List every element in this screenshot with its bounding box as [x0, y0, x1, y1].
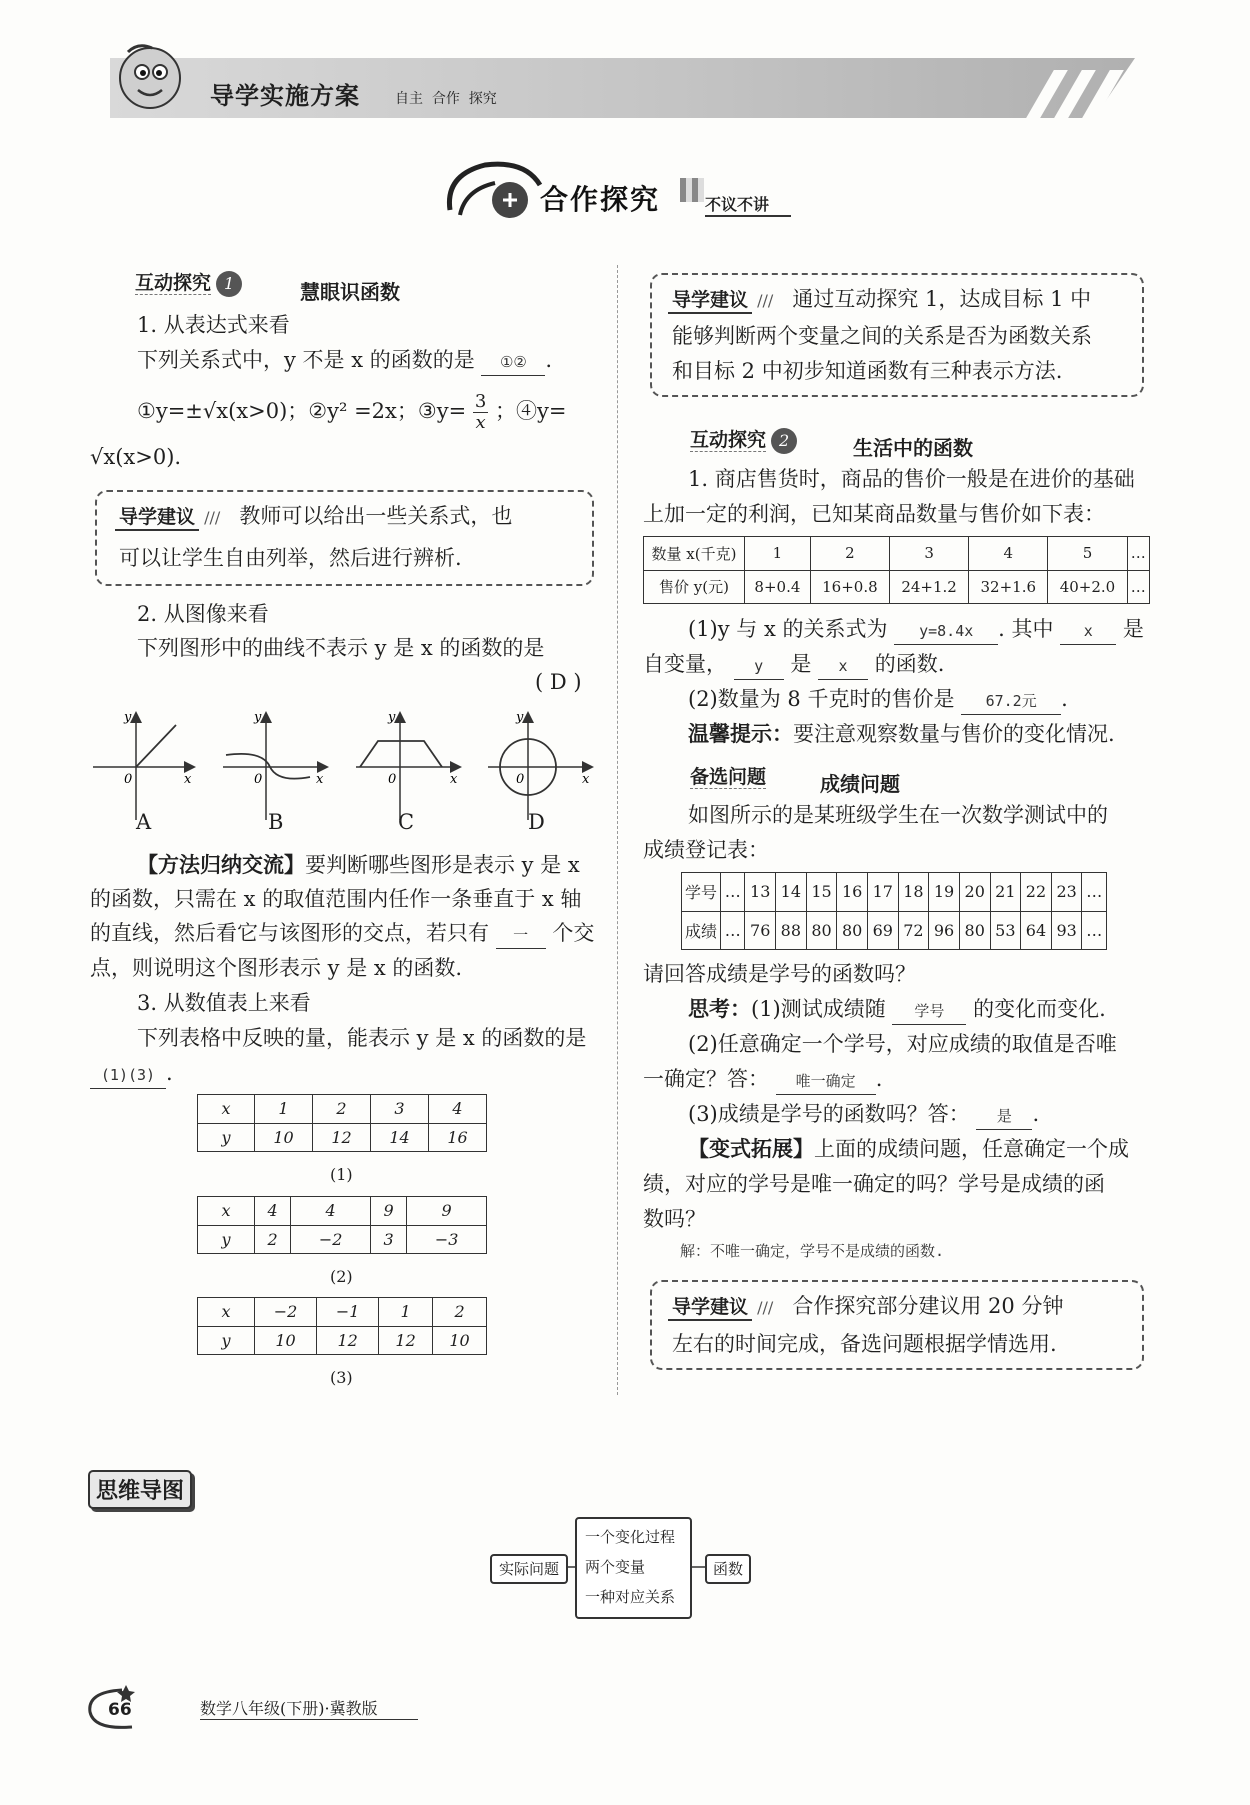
score-table [681, 872, 1107, 950]
fraction-numerator: 3 [474, 391, 487, 412]
r-q1-p2: . [1061, 687, 1068, 711]
table-cell: 14 [776, 873, 807, 912]
svg-text:x: x [450, 772, 458, 787]
banner-title: 合作探究 [540, 183, 661, 216]
q3-table-3 [197, 1297, 487, 1355]
method-text: 的直线，然后看它与该图形的交点，若只有 [90, 921, 489, 945]
table-cell: 93 [1051, 911, 1082, 950]
table-cell: 13 [745, 873, 776, 912]
think-label: 思考： [688, 997, 751, 1021]
svg-text:0: 0 [124, 772, 133, 787]
mindmap-title: 思维导图 [88, 1470, 192, 1509]
header-subtitle: 自主 合作 探究 [395, 91, 497, 107]
table-cell: 76 [745, 911, 776, 950]
q2-stem: 下列图形中的曲线不表示 y 是 x 的函数的是 [137, 636, 545, 660]
think-text: 一确定？答： [643, 1067, 769, 1091]
tip-text: 通过互动探究 1，达成目标 1 中 [792, 287, 1092, 311]
hint-label: 温馨提示： [688, 722, 793, 746]
r-q1-answer: y=8.4x [894, 618, 998, 645]
column-divider [617, 265, 618, 1395]
table-cell: 16 [837, 873, 868, 912]
table-cell: 4 [429, 1095, 487, 1124]
table-cell: 3 [890, 537, 969, 571]
tip-text: 教师可以给出一些关系式，也 [239, 504, 513, 528]
mindmap-item: 两个变量 [585, 1558, 646, 1576]
table-cell: 19 [929, 873, 960, 912]
method-text: 要判断哪些图形是表示 y 是 x [305, 853, 580, 877]
table-cell: 4 [255, 1197, 291, 1226]
graph-d [488, 710, 590, 820]
table-cell: 14 [371, 1123, 429, 1152]
section-badge-1 [135, 268, 242, 297]
tip-text: 可以让学生自由列举，然后进行辨析. [119, 546, 462, 570]
r-alt-text: 成绩登记表： [643, 838, 769, 862]
table-cell: 53 [990, 911, 1021, 950]
section-number: 1 [216, 271, 242, 297]
table-row [198, 1298, 487, 1327]
hint-text: 要注意观察数量与售价的变化情况. [793, 722, 1115, 746]
table-cell: … [1082, 911, 1107, 950]
section-title-1: 慧眼识函数 [300, 280, 400, 304]
banner-tag: 不议不讲 [705, 192, 791, 217]
table-cell: y [198, 1123, 255, 1152]
graph-label-b: B [268, 810, 284, 834]
svg-text:x: x [316, 772, 324, 787]
r-q1-text: 上加一定的利润，已知某商品数量与售价如下表： [643, 502, 1105, 526]
graph-c [356, 710, 458, 820]
ext-label: 【变式拓展】 [688, 1137, 814, 1161]
table-cell: 3 [371, 1095, 429, 1124]
method-text: 点，则说明这个图形表示 y 是 x 的函数. [90, 956, 463, 980]
table-cell: 96 [929, 911, 960, 950]
table-cell: x [198, 1298, 255, 1327]
svg-text:y: y [388, 710, 396, 725]
table-cell: … [721, 911, 745, 950]
think-text: 的变化而变化. [973, 997, 1106, 1021]
section-badge-3 [690, 762, 766, 789]
tip-box-1: 导学建议 /// 教师可以给出一些关系式，也 可以让学生自由列举，然后进行辨析. [95, 490, 594, 586]
method-blank: 一 [496, 922, 546, 949]
table-cell: −2 [291, 1225, 371, 1254]
table-row [644, 537, 1150, 571]
table-cell: y [198, 1326, 255, 1355]
mindmap-middle-node [575, 1517, 692, 1619]
r-q1-p1: 的函数. [874, 652, 945, 676]
section-badge-label: 互动探究 [690, 429, 767, 451]
table-cell: 72 [898, 911, 929, 950]
think-answer: 学号 [892, 998, 966, 1025]
tip-label: 导学建议 [668, 1292, 752, 1321]
table-cell: 16 [429, 1123, 487, 1152]
table-cell: 1 [379, 1298, 433, 1327]
q3-heading: 3. 从数值表上来看 [137, 991, 311, 1015]
r-q1-answer: x [818, 653, 868, 680]
footer-book: 数学八年级(下册)·冀教版 [200, 1696, 418, 1720]
r-q1-p1: 自变量， [643, 652, 727, 676]
q1-heading: 1. 从表达式来看 [137, 313, 290, 337]
tip-box-2: 导学建议 /// 通过互动探究 1，达成目标 1 中 能够判断两个变量之间的关系是否为函数关系 和目标 2 中初步知道函数有三种表示方法. [650, 273, 1144, 397]
q3-table-2 [197, 1196, 487, 1254]
table-cell: … [1127, 570, 1149, 604]
q3-table-1 [197, 1094, 487, 1152]
method-text: 个交 [552, 921, 595, 945]
think-text: (2)任意确定一个学号，对应成绩的取值是否唯 [688, 1032, 1117, 1056]
svg-text:0: 0 [388, 772, 397, 787]
table-cell: 64 [1021, 911, 1052, 950]
graph-b [223, 710, 324, 820]
graph-a [93, 710, 192, 820]
table-cell: 80 [959, 911, 990, 950]
table-cell: 23 [1051, 873, 1082, 912]
section-number: 2 [771, 428, 797, 454]
table-cell: 2 [810, 537, 889, 571]
table-cell: 12 [317, 1326, 379, 1355]
table-caption: (2) [330, 1267, 353, 1286]
tip-text: 合作探究部分建议用 20 分钟 [792, 1294, 1064, 1318]
table-cell: 10 [255, 1123, 313, 1152]
svg-text:0: 0 [254, 772, 263, 787]
table-cell: 12 [313, 1123, 371, 1152]
banner-pixel-icon [680, 178, 704, 202]
r-q1-p1: 是 [1122, 617, 1144, 641]
table-cell: 4 [291, 1197, 371, 1226]
svg-text:y: y [124, 710, 132, 725]
method-label: 【方法归纳交流】 [137, 853, 305, 877]
q1-answer: ①② [481, 349, 545, 376]
table-row [198, 1123, 487, 1152]
table-cell: 20 [959, 873, 990, 912]
tip-text: 左右的时间完成，备选问题根据学情选用. [672, 1332, 1057, 1356]
table-cell: 80 [837, 911, 868, 950]
ext-text: 数吗？ [643, 1207, 706, 1231]
r-q1-p1: (1)y 与 x 的关系式为 [688, 617, 888, 641]
table-row [198, 1197, 487, 1226]
q2-heading: 2. 从图像来看 [137, 602, 269, 626]
r-q1-answer: 67.2元 [961, 688, 1061, 715]
svg-text:x: x [184, 772, 192, 787]
table-cell: 成绩 [682, 911, 721, 950]
table-cell: 16+0.8 [810, 570, 889, 604]
q3-stem: 下列表格中反映的量，能表示 y 是 x 的函数的是 [137, 1026, 587, 1050]
solution-text: 解：不唯一确定，学号不是成绩的函数. [680, 1242, 945, 1260]
mindmap-item: 一个变化过程 [585, 1528, 676, 1546]
graph-label-a: A [136, 810, 152, 834]
table-cell: 12 [379, 1326, 433, 1355]
table-row [644, 570, 1150, 604]
table-cell: 17 [867, 873, 898, 912]
table-cell: … [1082, 873, 1107, 912]
svg-text:y: y [516, 710, 524, 725]
think-answer: 是 [976, 1103, 1032, 1130]
table-cell: y [198, 1225, 255, 1254]
table-cell: 2 [255, 1225, 291, 1254]
table-row [198, 1326, 487, 1355]
section-title-2: 生活中的函数 [853, 436, 973, 460]
page-number: 66 [108, 1700, 132, 1720]
banner-swirl-icon [440, 155, 550, 225]
table-cell: 9 [370, 1197, 406, 1226]
table-row [682, 873, 1107, 912]
tip-text: 能够判断两个变量之间的关系是否为函数关系 [672, 324, 1092, 348]
table-cell: x [198, 1095, 255, 1124]
svg-text:y: y [254, 710, 262, 725]
r-q1-p2: (2)数量为 8 千克时的售价是 [688, 687, 955, 711]
price-table [643, 536, 1150, 604]
q1-options-line1: ①y=±√x(x>0)；②y² =2x；③y= [137, 399, 467, 423]
r-alt-question: 请回答成绩是学号的函数吗？ [643, 962, 916, 986]
r-q1-answer: y [734, 653, 784, 680]
table-row [198, 1095, 487, 1124]
mindmap-item: 一种对应关系 [585, 1588, 676, 1606]
table-cell: 32+1.6 [969, 570, 1048, 604]
mindmap-left-node: 实际问题 [490, 1554, 568, 1584]
table-cell: 15 [806, 873, 837, 912]
tip-label: 导学建议 [115, 502, 199, 531]
table-cell: 数量 x(千克) [644, 537, 745, 571]
think-text: (1)测试成绩随 [751, 997, 886, 1021]
section-badge-label: 互动探究 [135, 272, 212, 294]
ext-text: 上面的成绩问题，任意确定一个成 [814, 1137, 1129, 1161]
table-cell: 售价 y(元) [644, 570, 745, 604]
table-cell: −3 [407, 1225, 487, 1254]
svg-text:x: x [582, 772, 590, 787]
r-q1-p1: . 其中 [998, 617, 1054, 641]
table-row [682, 911, 1107, 950]
section-title-3: 成绩问题 [820, 772, 900, 796]
table-cell: … [721, 873, 745, 912]
table-cell: 18 [898, 873, 929, 912]
mindmap-right-node: 函数 [705, 1554, 751, 1584]
table-cell: 学号 [682, 873, 721, 912]
svg-text:0: 0 [516, 772, 525, 787]
table-cell: 1 [745, 537, 811, 571]
mascot-icon [108, 40, 188, 120]
tip-label: 导学建议 [668, 285, 752, 314]
table-cell: 8+0.4 [745, 570, 811, 604]
r-alt-text: 如图所示的是某班级学生在一次数学测试中的 [688, 803, 1108, 827]
table-cell: 24+1.2 [890, 570, 969, 604]
r-q1-p1: 是 [790, 652, 812, 676]
table-cell: 2 [433, 1298, 487, 1327]
table-cell: 69 [867, 911, 898, 950]
table-cell: 10 [255, 1326, 317, 1355]
table-cell: −2 [255, 1298, 317, 1327]
method-text: 的函数，只需在 x 的取值范围内任作一条垂直于 x 轴 [90, 887, 582, 911]
q1-options-line2: √x(x>0). [90, 445, 182, 469]
r-q1-text: 1. 商店售货时，商品的售价一般是在进价的基础 [688, 467, 1135, 491]
table-caption: (1) [330, 1165, 353, 1184]
header-title: 导学实施方案 [210, 82, 360, 110]
ext-text: 绩，对应的学号是唯一确定的吗？学号是成绩的函 [643, 1172, 1105, 1196]
table-cell: 21 [990, 873, 1021, 912]
table-cell: 4 [969, 537, 1048, 571]
table-cell: 88 [776, 911, 807, 950]
q1-options-line1-end: ；④y= [495, 399, 567, 423]
graph-label-c: C [398, 810, 415, 834]
q3-answer: (1)(3) [90, 1062, 166, 1089]
think-text: (3)成绩是学号的函数吗？答： [688, 1102, 970, 1126]
tip-text: 和目标 2 中初步知道函数有三种表示方法. [672, 359, 1063, 383]
think-answer: 唯一确定 [776, 1068, 876, 1095]
section-badge-label: 备选问题 [690, 766, 767, 788]
section-badge-2 [690, 425, 797, 454]
table-cell: 22 [1021, 873, 1052, 912]
graph-label-d: D [528, 810, 545, 834]
table-cell: 1 [255, 1095, 313, 1124]
table-caption: (3) [330, 1368, 353, 1387]
table-cell: 3 [370, 1225, 406, 1254]
table-cell: x [198, 1197, 255, 1226]
table-cell: 5 [1048, 537, 1127, 571]
table-cell: 10 [433, 1326, 487, 1355]
table-cell: −1 [317, 1298, 379, 1327]
table-row [198, 1225, 487, 1254]
table-cell: 9 [407, 1197, 487, 1226]
think-text: . [1032, 1102, 1040, 1126]
table-cell: … [1127, 537, 1149, 571]
q1-stem: 下列关系式中，y 不是 x 的函数的是 [137, 348, 475, 372]
q2-answer: ( D ) [535, 670, 582, 694]
r-q1-answer: x [1060, 618, 1116, 645]
table-cell: 40+2.0 [1048, 570, 1127, 604]
think-text: . [875, 1067, 883, 1091]
tip-box-3: 导学建议 /// 合作探究部分建议用 20 分钟 左右的时间完成，备选问题根据学情选用. [650, 1280, 1144, 1370]
fraction-denominator: x [475, 412, 486, 433]
table-cell: 2 [313, 1095, 371, 1124]
table-cell: 80 [806, 911, 837, 950]
